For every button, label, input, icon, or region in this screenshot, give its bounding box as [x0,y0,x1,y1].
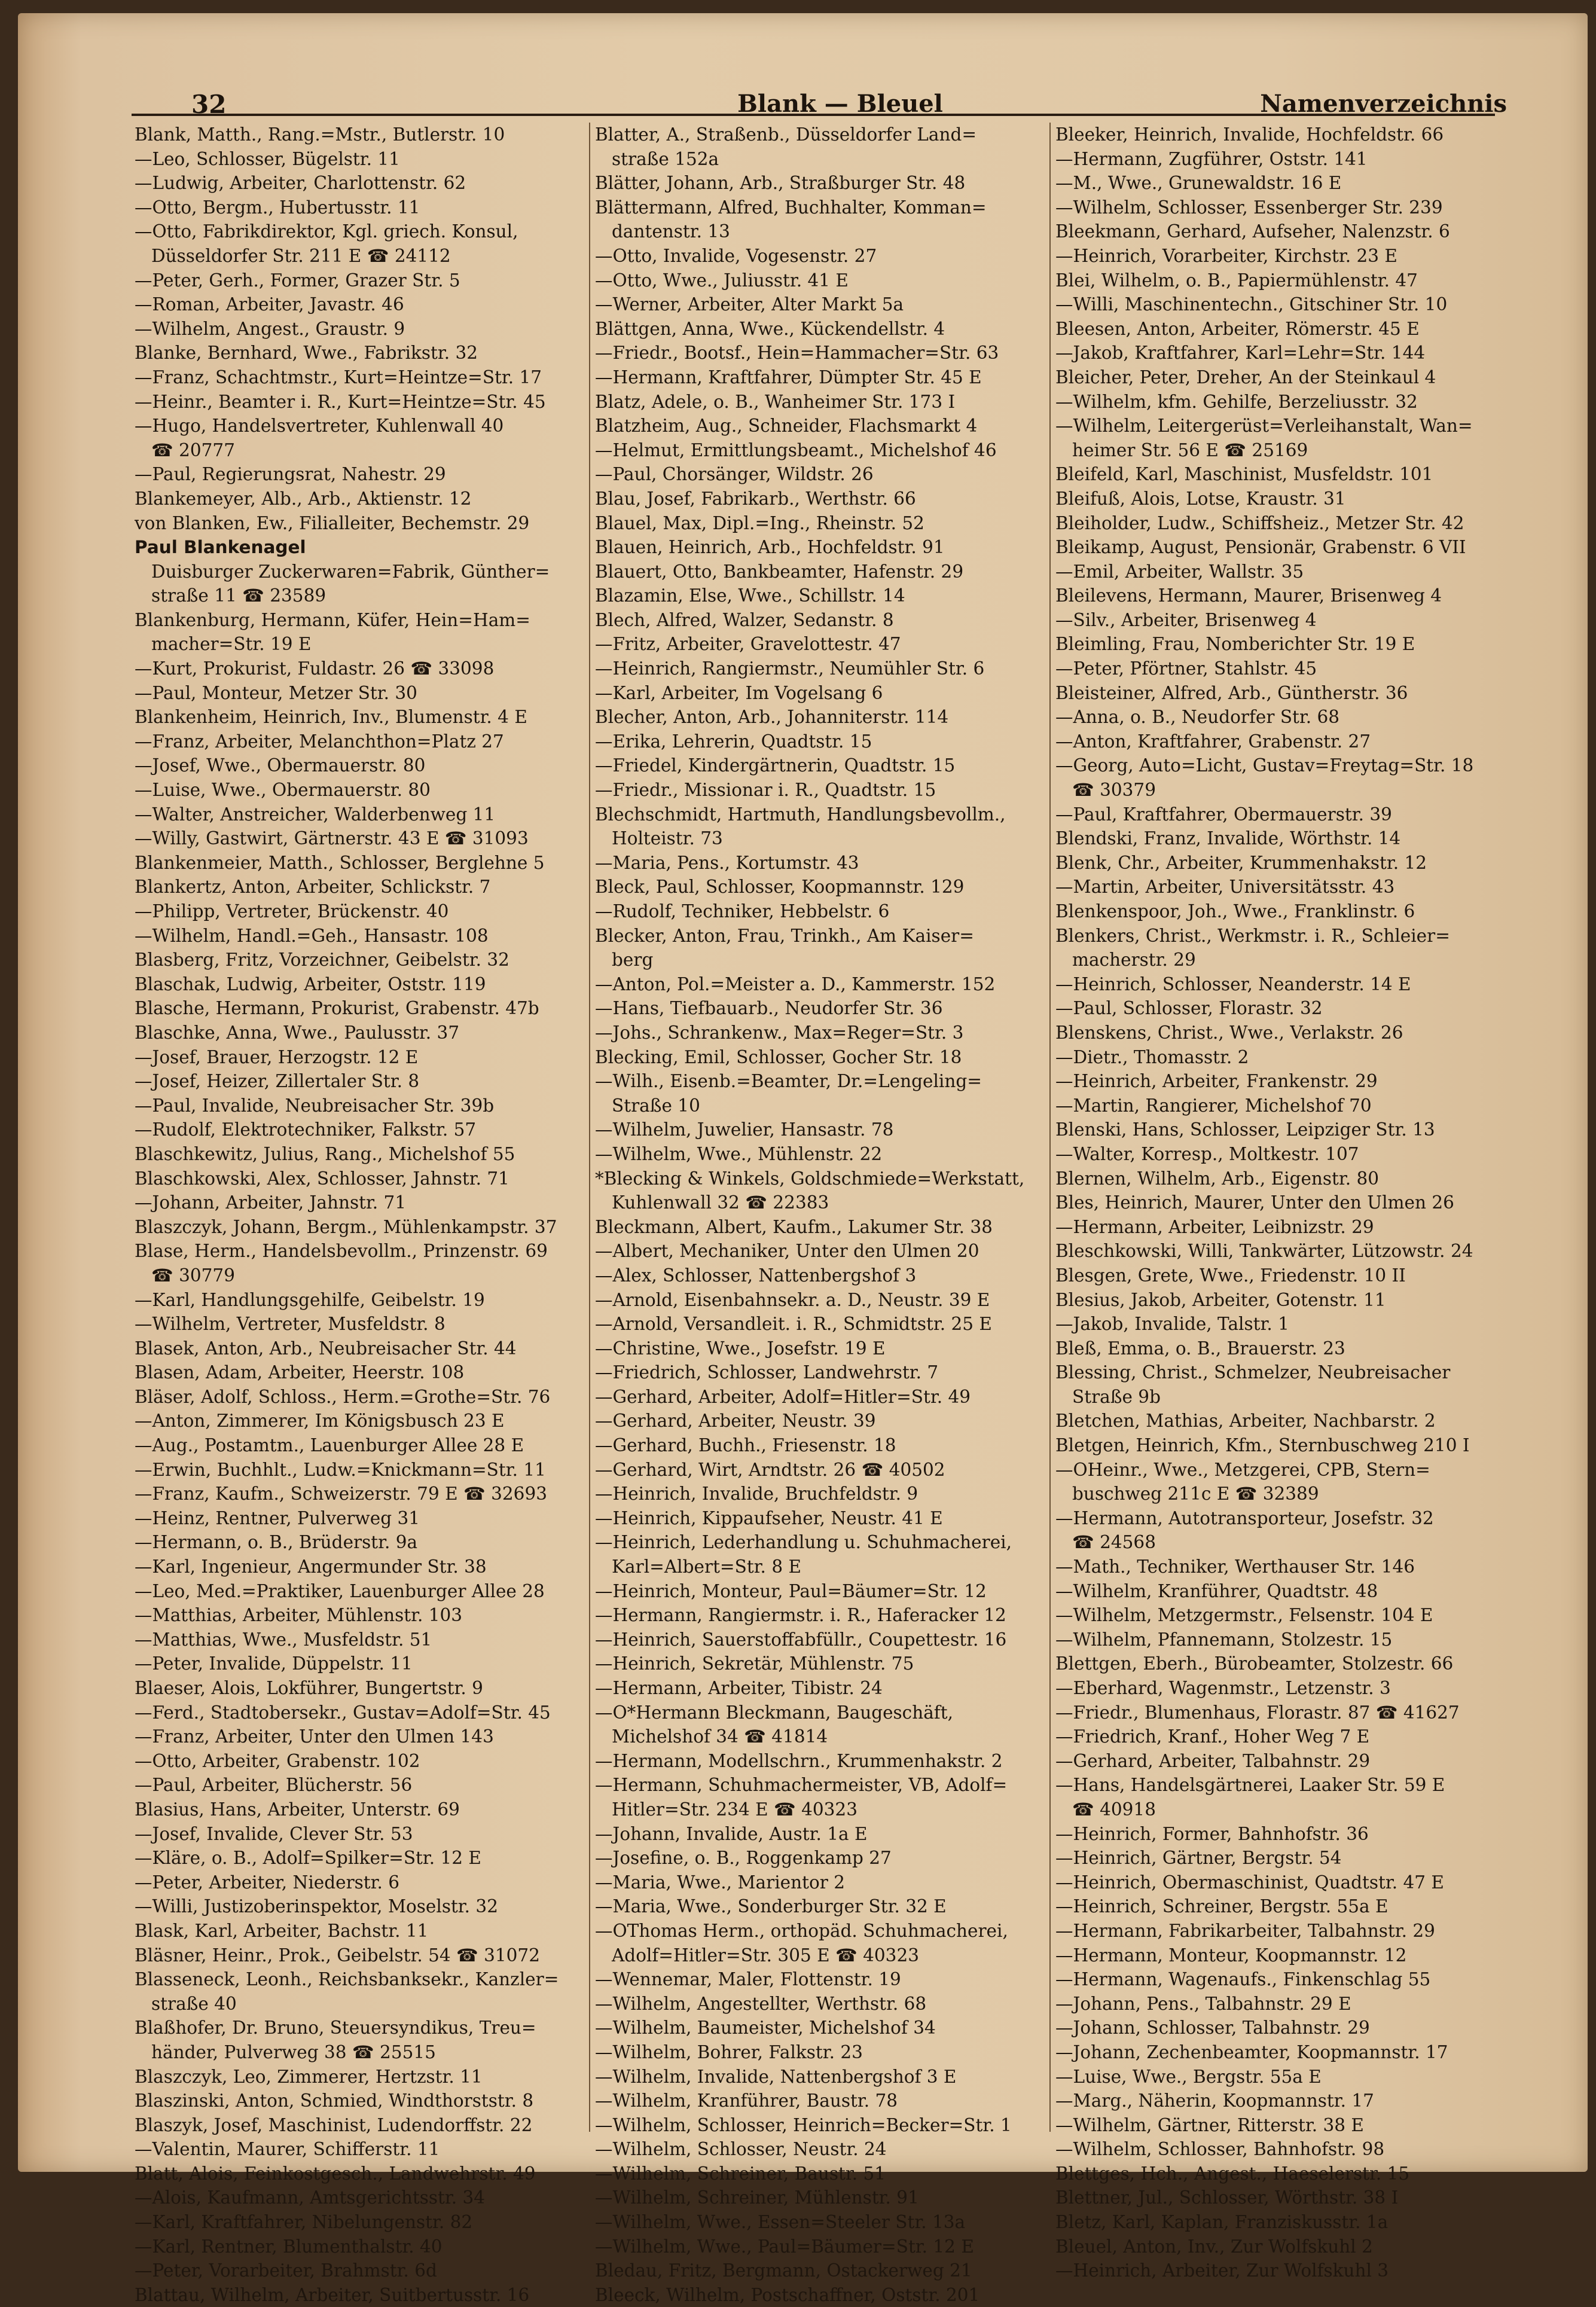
directory-entry: —Otto, Fabrikdirektor, Kgl. griech. Konsul, [135,221,518,242]
directory-entry: —Paul, Regierungsrat, Nahestr. 29 [135,464,446,485]
directory-entry-continuation: heimer Str. 56 E ☎ 25169 [1072,440,1308,460]
directory-entry: Bleckmann, Albert, Kaufm., Lakumer Str. 38 [595,1216,993,1237]
directory-entry: Blatzheim, Aug., Schneider, Flachsmarkt 4 [595,416,978,437]
directory-entry: —Friedr., Bootsf., Hein=Hammacher=Str. 63 [595,343,999,364]
directory-entry: —Fritz, Arbeiter, Gravelottestr. 47 [595,634,901,655]
directory-entry: —Anton, Pol.=Meister a. D., Kammerstr. 152 [595,974,996,994]
directory-entry: Blank, Matth., Rang.=Mstr., Butlerstr. 10 [135,124,505,145]
directory-entry: Blankenmeier, Matth., Schlosser, Berglehne 5 [135,852,545,873]
directory-entry: —Otto, Bergm., Hubertusstr. 11 [135,197,420,218]
directory-entry: —Peter, Vorarbeiter, Brahmstr. 6d [135,2260,437,2281]
directory-entry: —Wilhelm, Schreiner, Mühlenstr. 91 [595,2187,919,2208]
directory-entry: —Jakob, Kraftfahrer, Karl=Lehr=Str. 144 [1055,343,1426,364]
directory-entry: —Hermann, Zugführer, Oststr. 141 [1055,148,1368,169]
directory-entry: —Luise, Wwe., Obermauerstr. 80 [135,780,431,801]
directory-entry: —Paul, Arbeiter, Blücherstr. 56 [135,1775,413,1796]
directory-entry: —Luise, Wwe., Bergstr. 55a E [1055,2066,1322,2087]
directory-entry: —Willy, Gastwirt, Gärtnerstr. 43 E ☎ 31093 [135,828,529,849]
directory-entry: —Werner, Arbeiter, Alter Markt 5a [595,294,904,315]
directory-entry: —Hermann, Schuhmachermeister, VB, Adolf= [595,1775,1008,1796]
directory-entry: von Blanken, Ew., Filialleiter, Bechemstr. 29 [135,512,530,533]
directory-entry: —Hans, Tiefbauarb., Neudorfer Str. 36 [595,998,943,1019]
directory-entry: Bleimling, Frau, Nomberichter Str. 19 E [1055,634,1415,655]
directory-entry: Blankenburg, Hermann, Küfer, Hein=Ham= [135,609,530,630]
directory-entry: —Aug., Postamtm., Lauenburger Allee 28 E [135,1435,524,1456]
directory-entry: —Josef, Brauer, Herzogstr. 12 E [135,1046,419,1067]
column-divider [1049,123,1051,2132]
directory-entry: —Paul, Invalide, Neubreisacher Str. 39b [135,1095,495,1116]
directory-entry: Blasek, Anton, Arb., Neubreisacher Str. 44 [135,1338,517,1359]
directory-entry: —Wilhelm, Schreiner, Baustr. 51 [595,2163,886,2184]
directory-entry: Blasche, Hermann, Prokurist, Grabenstr. 47b [135,998,539,1019]
directory-entry: Blaszinski, Anton, Schmied, Windthorststr. 8 [135,2091,534,2111]
directory-entry: —Heinrich, Sauerstoffabfüllr., Coupettestr. 16 [595,1629,1007,1650]
directory-entry: —Otto, Wwe., Juliusstr. 41 E [595,270,849,291]
directory-entry: Blaeser, Alois, Lokführer, Bungertstr. 9 [135,1678,483,1698]
directory-entry: —Wilhelm, Pfannemann, Stolzestr. 15 [1055,1629,1393,1650]
directory-entry: —Hermann, o. B., Brüderstr. 9a [135,1532,418,1553]
directory-entry: —Karl, Ingenieur, Angermunder Str. 38 [135,1557,487,1577]
directory-entry: —Matthias, Wwe., Musfeldstr. 51 [135,1629,432,1650]
directory-entry: —Wilhelm, Bohrer, Falkstr. 23 [595,2041,863,2062]
directory-entry: —Anton, Zimmerer, Im Königsbusch 23 E [135,1411,505,1432]
directory-entry: —Franz, Schachtmstr., Kurt=Heintze=Str. 17 [135,367,542,387]
directory-entry: Blettges, Hch., Angest., Haeselerstr. 15 [1055,2163,1410,2184]
directory-entry: *Blecking & Winkels, Goldschmiede=Werkstatt, [595,1168,1025,1189]
directory-entry: Blenkenspoor, Joh., Wwe., Franklinstr. 6 [1055,901,1415,921]
directory-entry: —Wilhelm, Wwe., Mühlenstr. 22 [595,1143,883,1164]
directory-entry-continuation: ☎ 40918 [1072,1799,1156,1820]
directory-entry: —Heinrich, Monteur, Paul=Bäumer=Str. 12 [595,1580,987,1601]
directory-entry: Bläsner, Heinr., Prok., Geibelstr. 54 ☎ 31072 [135,1945,540,1966]
directory-entry: —Wilhelm, Invalide, Nattenbergshof 3 E [595,2066,957,2087]
directory-entry: Blasseneck, Leonh., Reichsbanksekr., Kanzler= [135,1969,559,1990]
directory-entry: —Kurt, Prokurist, Fuldastr. 26 ☎ 33098 [135,658,495,679]
directory-entry: —Albert, Mechaniker, Unter den Ulmen 20 [595,1241,979,1262]
directory-entry: —Johann, Pens., Talbahnstr. 29 E [1055,1993,1351,2014]
directory-entry: —Heinrich, Schreiner, Bergstr. 55a E [1055,1896,1389,1917]
directory-entry: —Wilhelm, Kranführer, Quadtstr. 48 [1055,1580,1378,1601]
directory-entry: —Heinrich, Kippaufseher, Neustr. 41 E [595,1508,943,1528]
directory-entry: —Heinrich, Gärtner, Bergstr. 54 [1055,1848,1342,1869]
directory-entry: —Georg, Auto=Licht, Gustav=Freytag=Str. 18 [1055,755,1474,776]
directory-entry: —Jakob, Invalide, Talstr. 1 [1055,1314,1289,1335]
directory-entry: —M., Wwe., Grunewaldstr. 16 E [1055,173,1342,194]
directory-entry: Blasen, Adam, Arbeiter, Heerstr. 108 [135,1362,465,1383]
directory-entry-continuation: macher=Str. 19 E [151,634,312,655]
directory-entry: —Wilhelm, Schlosser, Bahnhofstr. 98 [1055,2139,1385,2160]
directory-entry: —Helmut, Ermittlungsbeamt., Michelshof 46 [595,440,997,460]
directory-entry: —Wilhelm, Leitergerüst=Verleihanstalt, Wan= [1055,416,1473,437]
directory-entry: —Heinrich, Lederhandlung u. Schuhmacherei, [595,1532,1012,1553]
directory-entry: Blenk, Chr., Arbeiter, Krummenhakstr. 12 [1055,852,1427,873]
directory-entry: Blatter, A., Straßenb., Düsseldorfer Land= [595,124,977,145]
directory-entry: —Wilhelm, Wwe., Paul=Bäumer=Str. 12 E [595,2236,974,2257]
directory-entry: —Heinrich, Invalide, Bruchfeldstr. 9 [595,1484,918,1505]
directory-entry: Bleikamp, August, Pensionär, Grabenstr. 6 VII [1055,537,1466,558]
directory-entry: Blechschmidt, Hartmuth, Handlungsbevollm., [595,804,1006,825]
directory-entry: Blecher, Anton, Arb., Johanniterstr. 114 [595,707,949,728]
directory-entry-continuation: dantenstr. 13 [612,221,730,242]
directory-entry: Blaszczyk, Johann, Bergm., Mühlenkampstr. 37 [135,1216,557,1237]
directory-entry: —Hermann, Rangiermstr. i. R., Haferacker 12 [595,1605,1006,1626]
directory-entry: Blenkers, Christ., Werkmstr. i. R., Schleier= [1055,925,1450,946]
directory-entry: Blettner, Jul., Schlosser, Wörthstr. 38 I [1055,2187,1399,2208]
directory-entry: Bleisteiner, Alfred, Arb., Güntherstr. 36 [1055,682,1408,703]
directory-entry-continuation: ☎ 24568 [1072,1532,1156,1553]
directory-entry: —Gerhard, Arbeiter, Neustr. 39 [595,1411,876,1432]
directory-entry: Bletchen, Mathias, Arbeiter, Nachbarstr. 2 [1055,1411,1436,1432]
directory-entry: —Christine, Wwe., Josefstr. 19 E [595,1338,886,1359]
directory-entry: —Willi, Justizoberinspektor, Moselstr. 32 [135,1896,498,1917]
directory-entry: —Erika, Lehrerin, Quadtstr. 15 [595,731,872,752]
directory-entry: Blernen, Wilhelm, Arb., Eigenstr. 80 [1055,1168,1380,1189]
directory-entry: —Wilhelm, Vertreter, Musfeldstr. 8 [135,1314,445,1335]
directory-entry: —Heinrich, Vorarbeiter, Kirchstr. 23 E [1055,245,1397,266]
directory-entry: —Heinrich, Arbeiter, Frankenstr. 29 [1055,1071,1378,1092]
directory-entry: —Emil, Arbeiter, Wallstr. 35 [1055,561,1304,582]
directory-column-1 [135,123,589,2305]
directory-entry: —Hermann, Monteur, Koopmannstr. 12 [1055,1945,1407,1966]
directory-entry: Blatz, Adele, o. B., Wanheimer Str. 173 I [595,391,956,412]
directory-entry: —Friedel, Kindergärtnerin, Quadtstr. 15 [595,755,956,776]
directory-entry: —Otto, Invalide, Vogesenstr. 27 [595,245,877,266]
column-divider [589,123,590,2132]
directory-entry: —Leo, Med.=Praktiker, Lauenburger Allee 28 [135,1580,545,1601]
directory-entry-continuation: straße 40 [151,1993,237,2014]
directory-entry: —Anton, Kraftfahrer, Grabenstr. 27 [1055,731,1371,752]
directory-entry: —Hermann, Arbeiter, Leibnizstr. 29 [1055,1216,1374,1237]
directory-entry: Blei, Wilhelm, o. B., Papiermühlenstr. 47 [1055,270,1418,291]
directory-entry-continuation: Karl=Albert=Str. 8 E [612,1557,801,1577]
directory-entry: Bläser, Adolf, Schloss., Herm.=Grothe=Str. 76 [135,1386,551,1407]
directory-entry: Blenskens, Christ., Wwe., Verlakstr. 26 [1055,1022,1403,1043]
page-number: 32 [191,90,227,119]
directory-entry: Blauert, Otto, Bankbeamter, Hafenstr. 29 [595,561,964,582]
directory-entry: —Friedr., Blumenhaus, Florastr. 87 ☎ 41627 [1055,1702,1460,1723]
directory-entry: Bleeker, Heinrich, Invalide, Hochfeldstr. 66 [1055,124,1444,145]
directory-entry: —Wilhelm, Angestellter, Werthstr. 68 [595,1993,927,2014]
directory-entry: —Karl, Handlungsgehilfe, Geibelstr. 19 [135,1289,485,1310]
directory-entry: —Arnold, Versandleit. i. R., Schmidtstr. 25 E [595,1314,992,1335]
directory-entry: —Philipp, Vertreter, Brückenstr. 40 [135,901,449,921]
directory-entry: Blessing, Christ., Schmelzer, Neubreisacher [1055,1362,1451,1383]
directory-entry: Blenski, Hans, Schlosser, Leipziger Str. 13 [1055,1119,1435,1140]
directory-entry-continuation: Hitler=Str. 234 E ☎ 40323 [612,1799,857,1820]
directory-entry: Bletz, Karl, Kaplan, Franziskusstr. 1a [1055,2212,1389,2233]
directory-column-3 [1055,123,1510,2281]
directory-entry-continuation: berg [612,950,654,971]
directory-entry: —Eberhard, Wagenmstr., Letzenstr. 3 [1055,1678,1391,1698]
directory-entry-continuation: Kuhlenwall 32 ☎ 22383 [612,1192,829,1213]
directory-entry-continuation: händer, Pulverweg 38 ☎ 25515 [151,2041,436,2062]
directory-entry: Blattau, Wilhelm, Arbeiter, Suitbertusstr. 16 [135,2284,530,2305]
directory-entry: Bledau, Fritz, Bergmann, Ostackerweg 21 [595,2260,972,2281]
directory-entry: Blättgen, Anna, Wwe., Kückendellstr. 4 [595,318,945,339]
directory-entry: —Peter, Invalide, Düppelstr. 11 [135,1653,413,1674]
directory-entry: —Peter, Pförtner, Stahlstr. 45 [1055,658,1317,679]
directory-entry: —Hans, Handelsgärtnerei, Laaker Str. 59 E [1055,1775,1445,1796]
directory-entry: Bleifeld, Karl, Maschinist, Musfeldstr. 101 [1055,464,1433,485]
directory-entry: —Gerhard, Arbeiter, Talbahnstr. 29 [1055,1750,1371,1771]
directory-entry: —Peter, Arbeiter, Niederstr. 6 [135,1872,400,1893]
directory-entry: Bleschkowski, Willi, Tankwärter, Lützowstr. 24 [1055,1241,1473,1262]
directory-entry: Bles, Heinrich, Maurer, Unter den Ulmen 26 [1055,1192,1454,1213]
directory-entry: Blauel, Max, Dipl.=Ing., Rheinstr. 52 [595,512,924,533]
directory-entry: —Alex, Schlosser, Nattenbergshof 3 [595,1265,917,1286]
directory-entry: Blazamin, Else, Wwe., Schillstr. 14 [595,585,905,606]
directory-entry: —Otto, Arbeiter, Grabenstr. 102 [135,1750,420,1771]
directory-entry: Bletgen, Heinrich, Kfm., Sternbuschweg 210 I [1055,1435,1470,1456]
directory-entry-continuation: ☎ 30779 [151,1265,235,1286]
directory-entry: Bleiholder, Ludw., Schiffsheiz., Metzer Str. 42 [1055,512,1464,533]
directory-entry: Blendski, Franz, Invalide, Wörthstr. 14 [1055,828,1401,849]
directory-entry: Bleekmann, Gerhard, Aufseher, Nalenzstr. 6 [1055,221,1450,242]
directory-entry: —Roman, Arbeiter, Javastr. 46 [135,294,404,315]
directory-entry: —Ferd., Stadtobersekr., Gustav=Adolf=Str. 45 [135,1702,551,1723]
directory-entry: —Josef, Wwe., Obermauerstr. 80 [135,755,426,776]
directory-entry: —Hermann, Fabrikarbeiter, Talbahnstr. 29 [1055,1920,1435,1941]
directory-entry: —Josef, Invalide, Clever Str. 53 [135,1823,413,1844]
directory-entry: —Wilhelm, Wwe., Essen=Steeler Str. 13a [595,2212,966,2233]
directory-entry-continuation: Straße 10 [612,1095,700,1116]
directory-entry: Blech, Alfred, Walzer, Sedanstr. 8 [595,609,894,630]
directory-entry-continuation: buschweg 211c E ☎ 32389 [1072,1484,1319,1505]
directory-entry: —Paul, Kraftfahrer, Obermauerstr. 39 [1055,804,1392,825]
directory-entry-continuation: macherstr. 29 [1072,950,1196,971]
directory-entry: —Gerhard, Buchh., Friesenstr. 18 [595,1435,896,1456]
directory-entry: —Alois, Kaufmann, Amtsgerichtsstr. 34 [135,2187,485,2208]
directory-entry: —Martin, Rangierer, Michelshof 70 [1055,1095,1372,1116]
directory-entry: Blaschkowski, Alex, Schlosser, Jahnstr. 71 [135,1168,509,1189]
directory-entry: —Anna, o. B., Neudorfer Str. 68 [1055,707,1340,728]
directory-entry: —Paul, Monteur, Metzer Str. 30 [135,682,417,703]
directory-entry: —Heinrich, Schlosser, Neanderstr. 14 E [1055,974,1411,994]
directory-entry-continuation: Michelshof 34 ☎ 41814 [612,1726,828,1747]
directory-entry: —Johann, Invalide, Austr. 1a E [595,1823,868,1844]
directory-entry-continuation: straße 152a [612,148,719,169]
directory-entry: —O*Hermann Bleckmann, Baugeschäft, [595,1702,953,1723]
directory-entry: Blaszyk, Josef, Maschinist, Ludendorffstr. 22 [135,2114,533,2135]
directory-entry: —Wilh., Eisenb.=Beamter, Dr.=Lengeling= [595,1071,982,1092]
directory-entry: —Franz, Kaufm., Schweizerstr. 79 E ☎ 32693 [135,1484,547,1505]
directory-entry: —Wennemar, Maler, Flottenstr. 19 [595,1969,901,1990]
directory-entry: —Heinrich, Former, Bahnhofstr. 36 [1055,1823,1369,1844]
running-head: Blank — Bleuel [737,90,943,118]
directory-entry: Blauen, Heinrich, Arb., Hochfeldstr. 91 [595,537,945,558]
header-rule [132,114,1495,116]
directory-entry: —OHeinr., Wwe., Metzgerei, CPB, Stern= [1055,1459,1430,1480]
directory-entry: —Maria, Pens., Kortumstr. 43 [595,852,859,873]
directory-entry: —Karl, Rentner, Blumenthalstr. 40 [135,2236,443,2257]
directory-entry-continuation: Düsseldorfer Str. 211 E ☎ 24112 [151,245,451,266]
directory-entry: —Wilhelm, Baumeister, Michelshof 34 [595,2018,936,2039]
directory-entry: —Wilhelm, Angest., Graustr. 9 [135,318,405,339]
directory-entry: —Willi, Maschinentechn., Gitschiner Str. 10 [1055,294,1448,315]
directory-entry: —Heinrich, Sekretär, Mühlenstr. 75 [595,1653,914,1674]
directory-entry: —Maria, Wwe., Sonderburger Str. 32 E [595,1896,947,1917]
directory-entry: Bleuel, Anton, Inv., Zur Wolfskuhl 2 [1055,2236,1373,2257]
directory-entry: —Paul, Chorsänger, Wildstr. 26 [595,464,874,485]
directory-entry: —Friedrich, Schlosser, Landwehrstr. 7 [595,1362,939,1383]
directory-entry: —Wilhelm, Juwelier, Hansastr. 78 [595,1119,894,1140]
directory-entry: —Wilhelm, Kranführer, Baustr. 78 [595,2091,898,2111]
directory-entry: Blasius, Hans, Arbeiter, Unterstr. 69 [135,1799,460,1820]
directory-entry: Blecking, Emil, Schlosser, Gocher Str. 18 [595,1046,962,1067]
directory-entry-continuation: ☎ 20777 [151,440,235,460]
directory-entry: —Johann, Zechenbeamter, Koopmannstr. 17 [1055,2041,1448,2062]
directory-entry: Bleilevens, Hermann, Maurer, Brisenweg 4 [1055,585,1442,606]
directory-entry: —Rudolf, Elektrotechniker, Falkstr. 57 [135,1119,477,1140]
directory-entry: Blatt, Alois, Feinkostgesch., Landwehrstr. 49 [135,2163,536,2184]
directory-entry: —Hermann, Kraftfahrer, Dümpter Str. 45 E [595,367,982,387]
directory-column-2 [595,123,1049,2305]
directory-entry: —Arnold, Eisenbahnsekr. a. D., Neustr. 39 E [595,1289,990,1310]
directory-entry: —Kläre, o. B., Adolf=Spilker=Str. 12 E [135,1848,481,1869]
directory-entry-continuation: ☎ 30379 [1072,780,1156,801]
directory-entry: —Johs., Schrankenw., Max=Reger=Str. 3 [595,1022,964,1043]
directory-entry: —Rudolf, Techniker, Hebbelstr. 6 [595,901,890,921]
directory-entry: —Franz, Arbeiter, Melanchthon=Platz 27 [135,731,504,752]
directory-entry: Paul Blankenagel [135,537,306,558]
directory-entry: —Wilhelm, Schlosser, Neustr. 24 [595,2139,887,2160]
directory-entry: Blankenheim, Heinrich, Inv., Blumenstr. 4 E [135,707,527,728]
directory-entry: —Heinrich, Obermaschinist, Quadtstr. 47 E [1055,1872,1444,1893]
directory-entry-continuation: Holteistr. 73 [612,828,723,849]
section-title: Namenverzeichnis [1260,90,1507,118]
directory-entry: —Franz, Arbeiter, Unter den Ulmen 143 [135,1726,494,1747]
directory-entry: —Silv., Arbeiter, Brisenweg 4 [1055,609,1317,630]
directory-entry: —Heinr., Beamter i. R., Kurt=Heintze=Str. 45 [135,391,546,412]
directory-entry: —Johann, Schlosser, Talbahnstr. 29 [1055,2018,1370,2039]
directory-entry: —Ludwig, Arbeiter, Charlottenstr. 62 [135,173,466,194]
directory-entry: Blaßhofer, Dr. Bruno, Steuersyndikus, Treu= [135,2018,536,2039]
directory-entry: Blase, Herm., Handelsbevollm., Prinzenstr. 69 [135,1241,548,1262]
directory-entry: —Heinz, Rentner, Pulverweg 31 [135,1508,420,1528]
directory-entry: Blask, Karl, Arbeiter, Bachstr. 11 [135,1920,429,1941]
directory-entry-continuation: Duisburger Zuckerwaren=Fabrik, Günther= [151,561,550,582]
directory-entry: Blankemeyer, Alb., Arb., Aktienstr. 12 [135,488,472,509]
directory-entry: —Peter, Gerh., Former, Grazer Str. 5 [135,270,460,291]
directory-entry: —Maria, Wwe., Marientor 2 [595,1872,845,1893]
directory-entry: Blättermann, Alfred, Buchhalter, Komman= [595,197,987,218]
directory-entry: Blettgen, Eberh., Bürobeamter, Stolzestr. 66 [1055,1653,1454,1674]
directory-entry: —Wilhelm, Metzgermstr., Felsenstr. 104 E [1055,1605,1433,1626]
directory-entry: Blecker, Anton, Frau, Trinkh., Am Kaiser= [595,925,974,946]
directory-entry: Blesius, Jakob, Arbeiter, Gotenstr. 11 [1055,1289,1386,1310]
directory-entry: Blaschak, Ludwig, Arbeiter, Oststr. 119 [135,974,486,994]
directory-entry: —Wilhelm, kfm. Gehilfe, Berzeliusstr. 32 [1055,391,1418,412]
directory-entry: Bleeck, Wilhelm, Postschaffner, Oststr. 201 [595,2284,980,2305]
directory-entry: —Karl, Kraftfahrer, Nibelungenstr. 82 [135,2212,473,2233]
directory-entry: Blanke, Bernhard, Wwe., Fabrikstr. 32 [135,343,478,364]
directory-entry: —Walter, Anstreicher, Walderbenweg 11 [135,804,496,825]
directory-entry: —Wilhelm, Schlosser, Heinrich=Becker=Str. 1 [595,2114,1012,2135]
directory-entry: Bleesen, Anton, Arbeiter, Römerstr. 45 E [1055,318,1420,339]
directory-entry: —Gerhard, Wirt, Arndtstr. 26 ☎ 40502 [595,1459,945,1480]
directory-entry-continuation: straße 11 ☎ 23589 [151,585,326,606]
directory-entry: Blasberg, Fritz, Vorzeichner, Geibelstr. 32 [135,950,509,971]
directory-entry: —Wilhelm, Handl.=Geh., Hansastr. 108 [135,925,489,946]
directory-entry: Bleicher, Peter, Dreher, An der Steinkaul 4 [1055,367,1436,387]
directory-entry: Bleifuß, Alois, Lotse, Kraustr. 31 [1055,488,1346,509]
directory-entry: Blaszczyk, Leo, Zimmerer, Hertzstr. 11 [135,2066,483,2087]
directory-entry: —Friedr., Missionar i. R., Quadtstr. 15 [595,780,936,801]
directory-entry: —Josef, Heizer, Zillertaler Str. 8 [135,1071,420,1092]
directory-entry: —Friedrich, Kranf., Hoher Weg 7 E [1055,1726,1370,1747]
directory-entry: —Hugo, Handelsvertreter, Kuhlenwall 40 [135,416,504,437]
directory-entry: —Valentin, Maurer, Schifferstr. 11 [135,2139,440,2160]
directory-entry: Blätter, Johann, Arb., Straßburger Str. 48 [595,173,966,194]
directory-entry: —Leo, Schlosser, Bügelstr. 11 [135,148,400,169]
directory-entry: —Matthias, Arbeiter, Mühlenstr. 103 [135,1605,463,1626]
directory-entry-continuation: Straße 9b [1072,1386,1161,1407]
directory-entry: Blaschkewitz, Julius, Rang., Michelshof 55 [135,1143,515,1164]
directory-entry: —Math., Techniker, Werthauser Str. 146 [1055,1557,1415,1577]
directory-entry: Blankertz, Anton, Arbeiter, Schlickstr. 7 [135,877,491,898]
directory-entry: Bleß, Emma, o. B., Brauerstr. 23 [1055,1338,1345,1359]
directory-entry: —Wilhelm, Schlosser, Essenberger Str. 239 [1055,197,1443,218]
directory-entry: —OThomas Herm., orthopäd. Schuhmacherei, [595,1920,1008,1941]
directory-entry: —Johann, Arbeiter, Jahnstr. 71 [135,1192,407,1213]
directory-entry: —Gerhard, Arbeiter, Adolf=Hitler=Str. 49 [595,1386,971,1407]
directory-entry: —Hermann, Wagenaufs., Finkenschlag 55 [1055,1969,1431,1990]
directory-entry: Blaschke, Anna, Wwe., Paulusstr. 37 [135,1022,460,1043]
directory-entry: —Paul, Schlosser, Florastr. 32 [1055,998,1323,1019]
directory-entry: —Erwin, Buchhlt., Ludw.=Knickmann=Str. 11 [135,1459,546,1480]
directory-entry: Blau, Josef, Fabrikarb., Werthstr. 66 [595,488,916,509]
directory-entry: —Heinrich, Rangiermstr., Neumühler Str. 6 [595,658,985,679]
directory-entry: —Martin, Arbeiter, Universitätsstr. 43 [1055,877,1395,898]
directory-entry: —Heinrich, Arbeiter, Zur Wolfskuhl 3 [1055,2260,1389,2281]
directory-entry: —Hermann, Modellschrn., Krummenhakstr. 2 [595,1750,1003,1771]
directory-entry: —Hermann, Autotransporteur, Josefstr. 32 [1055,1508,1434,1528]
directory-entry: —Dietr., Thomasstr. 2 [1055,1046,1249,1067]
directory-entry: —Hermann, Arbeiter, Tibistr. 24 [595,1678,883,1698]
directory-entry: —Wilhelm, Gärtner, Ritterstr. 38 E [1055,2114,1364,2135]
directory-entry: Bleck, Paul, Schlosser, Koopmannstr. 129 [595,877,965,898]
directory-entry: Blesgen, Grete, Wwe., Friedenstr. 10 II [1055,1265,1406,1286]
directory-entry: —Karl, Arbeiter, Im Vogelsang 6 [595,682,883,703]
directory-entry: —Walter, Korresp., Moltkestr. 107 [1055,1143,1359,1164]
directory-entry: —Marg., Näherin, Koopmannstr. 17 [1055,2091,1374,2111]
directory-entry-continuation: Adolf=Hitler=Str. 305 E ☎ 40323 [612,1945,919,1966]
directory-entry: —Josefine, o. B., Roggenkamp 27 [595,1848,892,1869]
